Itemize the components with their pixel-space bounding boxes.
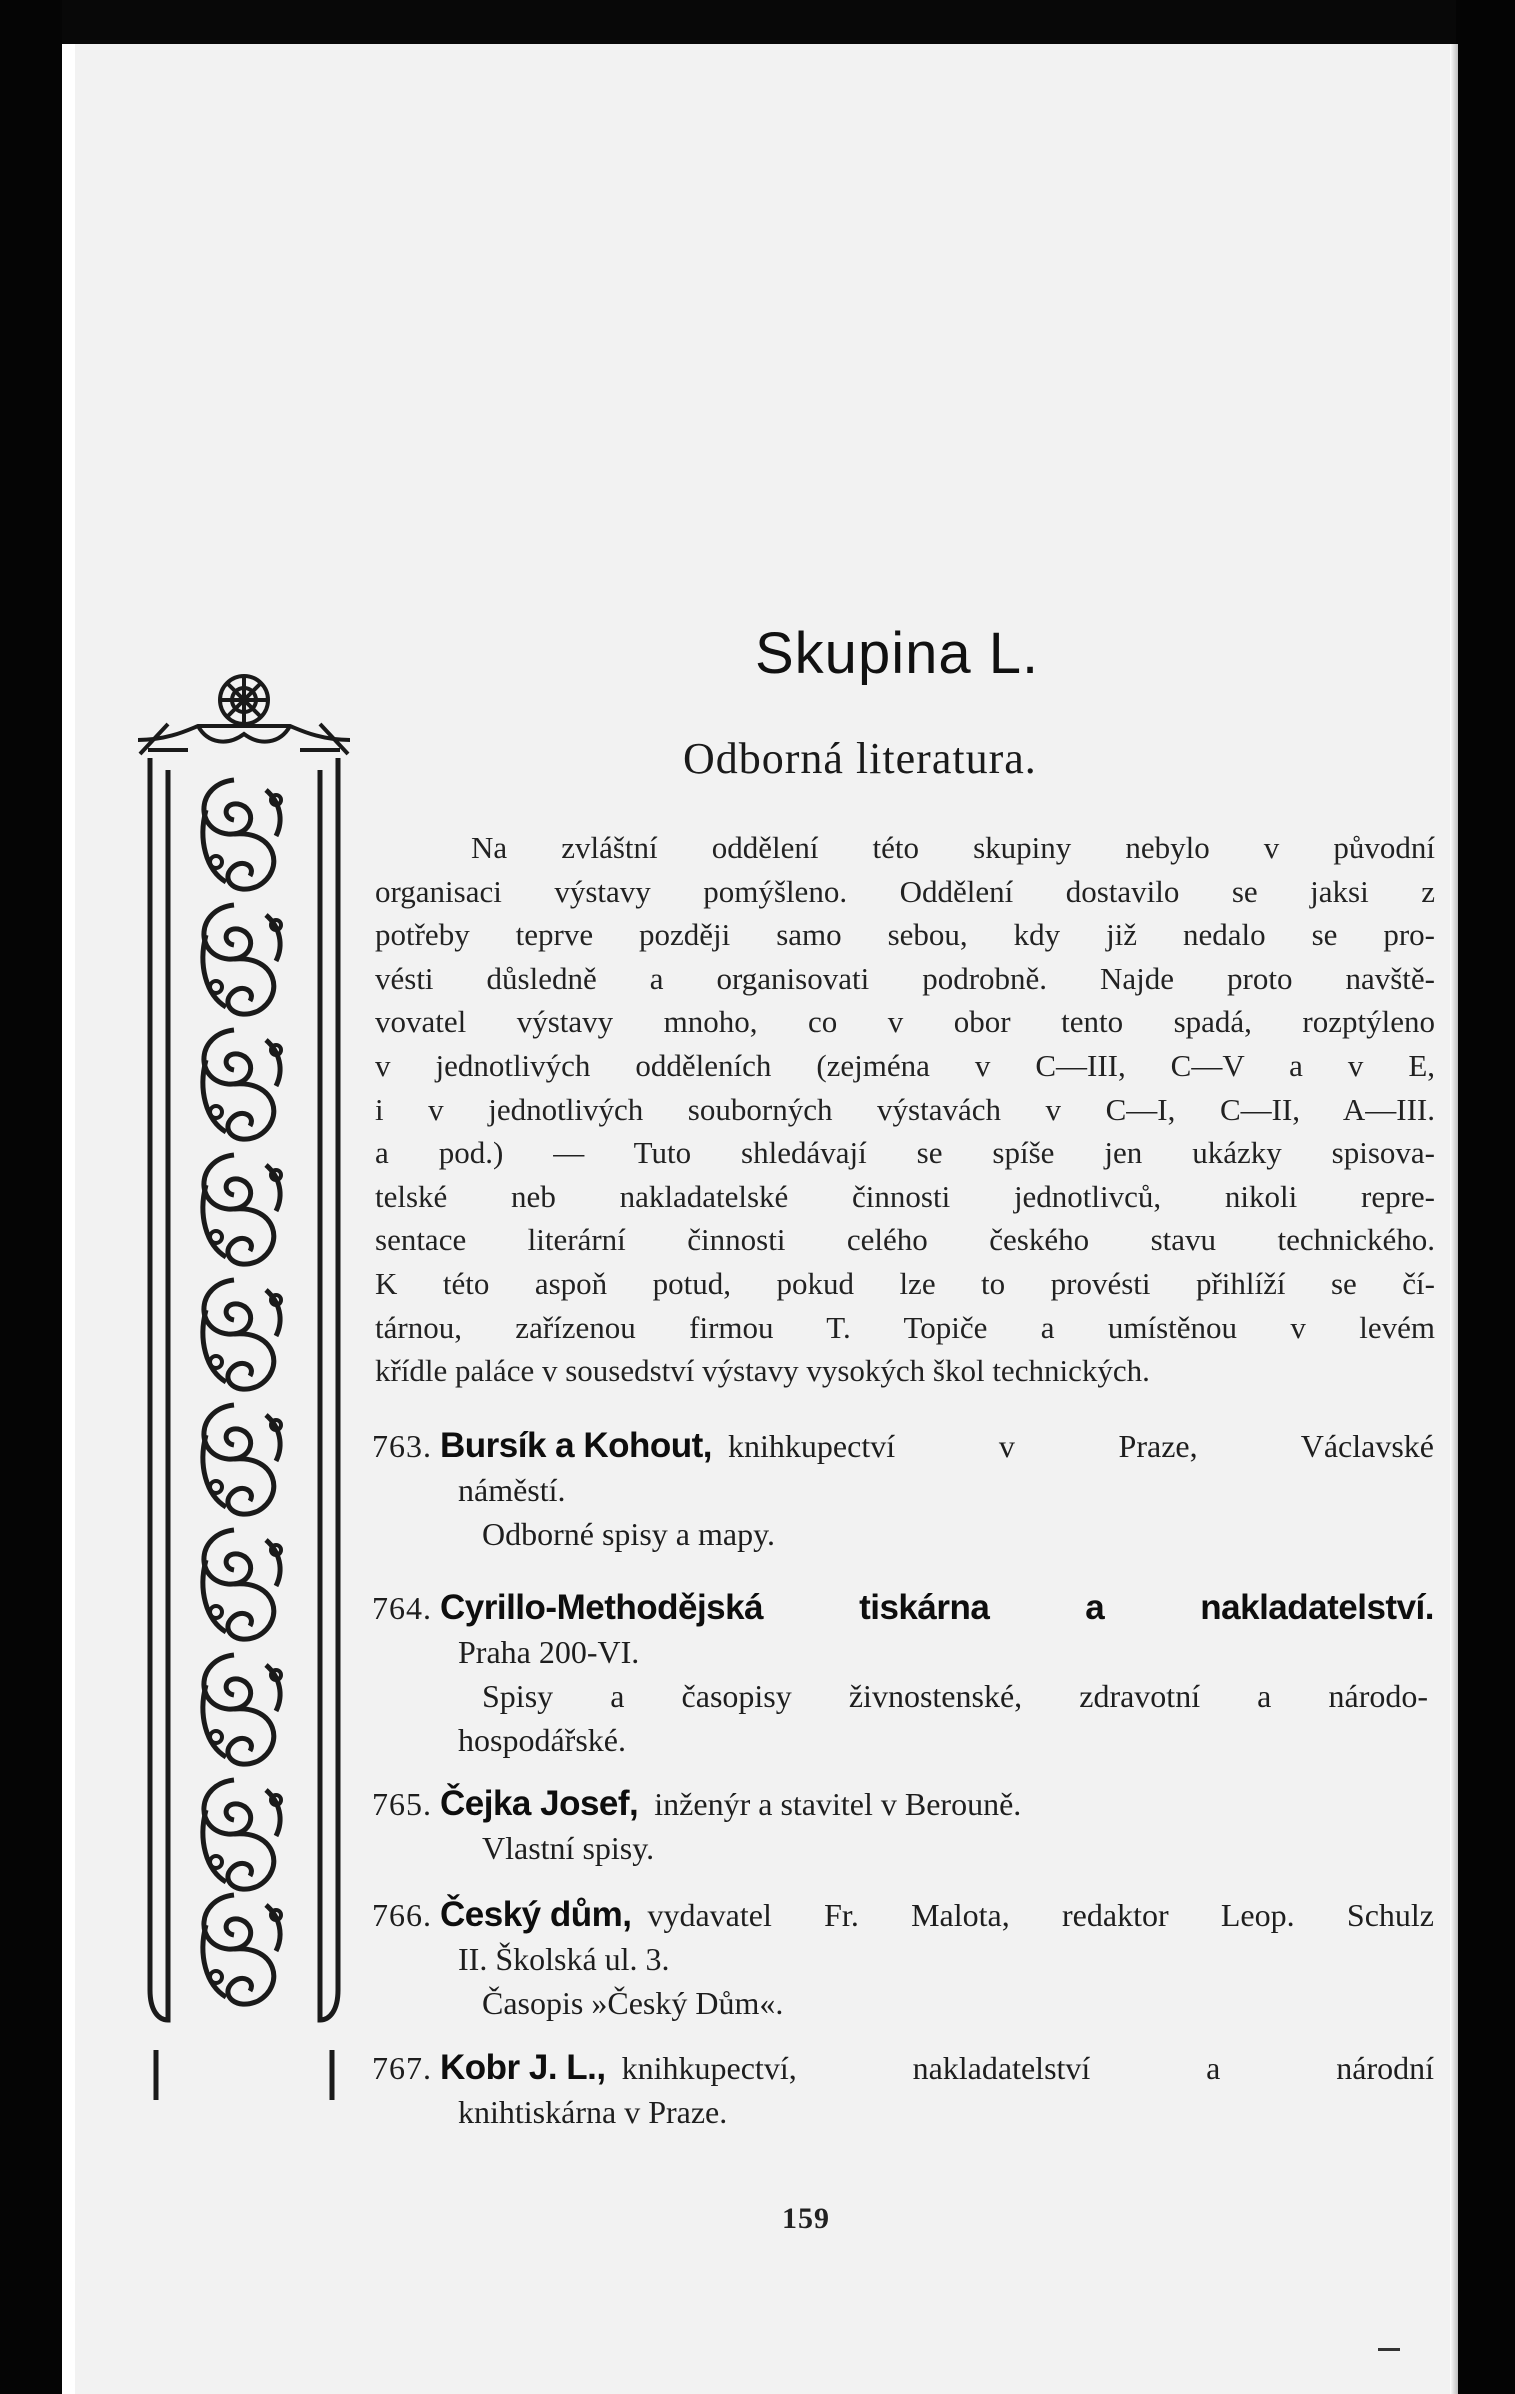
page-subtitle: Odborná literatura. [683, 734, 1037, 783]
intro-line: organisaci výstavy pomýšleno. Oddělení dostavilo se jaksi z [375, 873, 1435, 909]
entry-continuation: knihtiskárna v Praze. [458, 2094, 728, 2130]
entry-header [372, 2046, 1434, 2090]
entry-name: Bursík a Kohout, [440, 1426, 713, 1465]
scan-border-left [0, 0, 62, 2394]
page-title: Skupina L. [755, 621, 1040, 686]
entry-note: Časopis »Český Dům«. [482, 1985, 784, 2021]
intro-line: vésti důsledně a organisovati podrobně. Najde proto navště- [375, 960, 1435, 996]
intro-line: sentace literární činnosti celého českého stavu technického. [375, 1222, 1435, 1258]
intro-line: K této aspoň potud, pokud lze to provésti přihlíží se čí- [375, 1265, 1435, 1301]
entry-number: 764. [372, 1590, 432, 1626]
entry-header [372, 1424, 1434, 1468]
intro-line: a pod.) — Tuto shledávají se spíše jen ukázky spisova- [375, 1135, 1435, 1171]
entry-number: 765. [372, 1786, 432, 1822]
catalog-entry-765 [372, 1782, 1434, 1870]
intro-line: křídle paláce v sousedství výstavy vysokých škol technických. [375, 1353, 1150, 1389]
entry-number: 766. [372, 1897, 432, 1933]
rosette-icon [220, 676, 268, 724]
entry-description: knihkupectví v Praze, Václavské [728, 1428, 1434, 1464]
intro-line: Na zvláštní oddělení této skupiny nebylo v původní [471, 830, 1435, 865]
entry-name: Čejka Josef, [440, 1784, 639, 1823]
intro-paragraph [375, 826, 1435, 1393]
entry-note: hospodářské. [458, 1722, 626, 1758]
catalog-entry-763 [372, 1424, 1434, 1556]
entry-header [372, 1782, 1434, 1826]
entry-continuation: náměstí. [458, 1472, 566, 1508]
entry-name: Český dům, [440, 1895, 632, 1934]
entry-header [372, 1893, 1434, 1937]
entry-number: 763. [372, 1428, 432, 1464]
intro-line: v jednotlivých odděleních (zejména v C—III, C—V a v E, [375, 1047, 1435, 1083]
intro-line: potřeby teprve později samo sebou, kdy již nedalo se pro- [375, 917, 1435, 953]
entry-description: inženýr a stavitel v Berouně. [654, 1786, 1022, 1822]
entry-continuation: II. Školská ul. 3. [458, 1941, 670, 1977]
entry-continuation: Praha 200-VI. [458, 1634, 640, 1670]
catalog-entry-767 [372, 2046, 1434, 2134]
page-number: 159 [782, 2202, 830, 2235]
entry-name: Cyrillo-Methodějská tiskárna a nakladatelství. [440, 1588, 1434, 1627]
intro-line: tárnou, zařízenou firmou T. Topiče a umístěnou v levém [375, 1309, 1435, 1345]
page-edge-shadow [1450, 44, 1458, 2394]
catalog-entry-766 [372, 1893, 1434, 2025]
entry-note: Vlastní spisy. [482, 1830, 655, 1866]
entry-name: Kobr J. L., [440, 2048, 606, 2087]
intro-line: i v jednotlivých souborných výstavách v C—I, C—II, A—III. [375, 1091, 1435, 1127]
intro-line: telské neb nakladatelské činnosti jednotlivců, nikoli repre- [375, 1178, 1435, 1214]
entry-note: Spisy a časopisy živnostenské, zdravotní a národo- [482, 1678, 1428, 1714]
entry-description: knihkupectví, nakladatelství a národní [621, 2050, 1434, 2086]
scan-border-right [1456, 0, 1515, 2394]
entry-header [372, 1586, 1434, 1630]
entry-note: Odborné spisy a mapy. [482, 1516, 775, 1552]
entry-number: 767. [372, 2050, 432, 2086]
page-mark [1378, 2348, 1400, 2351]
catalog-entry-764 [372, 1586, 1434, 1762]
decorative-border-ornament [128, 670, 360, 2100]
scan-border-top [62, 0, 1456, 44]
entry-description: vydavatel Fr. Malota, redaktor Leop. Schulz [647, 1897, 1434, 1933]
intro-line: vovatel výstavy mnoho, co v obor tento spadá, rozptýleno [375, 1004, 1435, 1040]
